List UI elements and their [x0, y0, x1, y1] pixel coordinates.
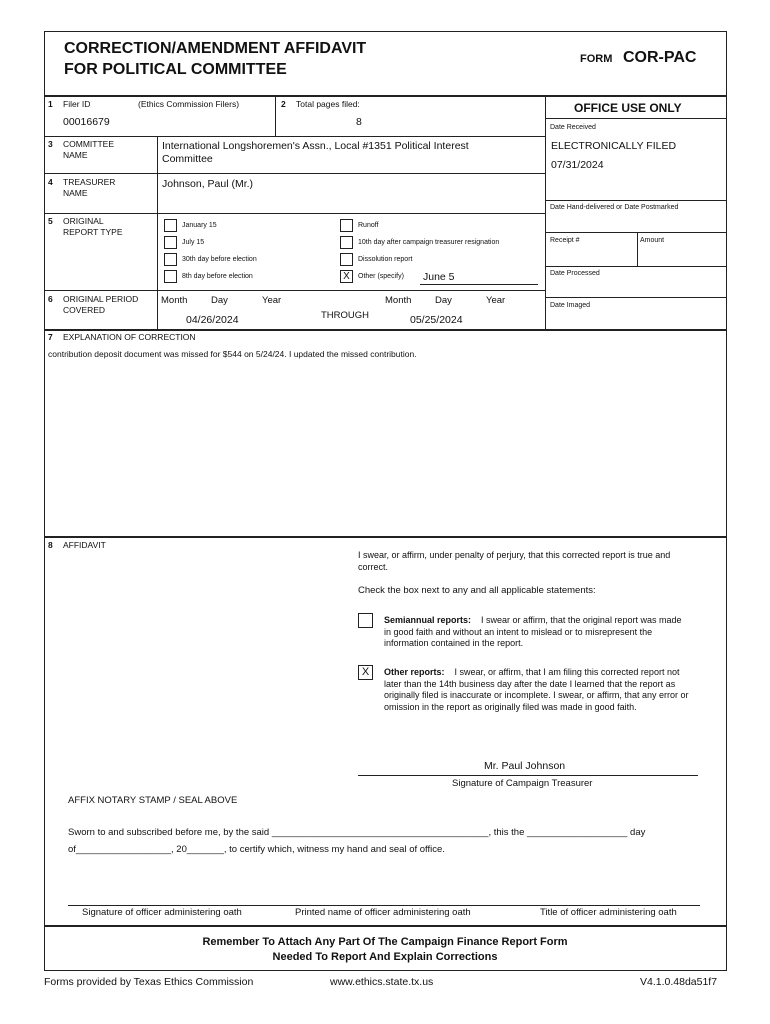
footer-left: Forms provided by Texas Ethics Commission	[44, 976, 254, 988]
date-hand-label: Date Hand-delivered or Date Postmarked	[550, 204, 679, 211]
affidavit-label: AFFIDAVIT	[63, 540, 106, 550]
period-label-1: ORIGINAL PERIOD	[63, 294, 139, 304]
date-imaged-label: Date Imaged	[550, 302, 591, 309]
field-num: 7	[48, 332, 53, 342]
field-num: 6	[48, 294, 53, 304]
other-text: I swear, or affirm, that I am filing this corrected report not later than the 14th business day after the date I learned that the report as originally filed is inaccurate or incomplete. I swear, or affirm, that any error or omission in the report as originally filed was made in good faith.	[384, 667, 689, 712]
form-code: COR-PAC	[623, 49, 697, 66]
row-divider	[44, 536, 727, 538]
explanation-label: EXPLANATION OF CORRECTION	[63, 332, 196, 342]
checkbox-8th-day[interactable]	[164, 270, 177, 283]
sworn-line-1: Sworn to and subscribed before me, by the said _________________________________________, this the ___________________ day	[68, 827, 646, 838]
row-divider	[157, 136, 158, 213]
semiannual-title: Semiannual reports:	[384, 615, 472, 625]
checkbox-other[interactable]: X	[340, 270, 353, 283]
report-type-label-1: ORIGINAL	[63, 216, 104, 226]
option-label: Runoff	[358, 222, 379, 229]
officer-title-caption: Title of officer administering oath	[540, 907, 677, 918]
checkbox-10th-day[interactable]	[340, 236, 353, 249]
received-value-line2: 07/31/2024	[551, 159, 604, 171]
to-day-label: Day	[435, 295, 452, 306]
row-divider	[44, 136, 545, 137]
total-pages-label: Total pages filed:	[296, 99, 360, 109]
row-divider	[157, 213, 158, 290]
officer-signature-line	[68, 905, 700, 906]
treasurer-signature[interactable]: Mr. Paul Johnson	[484, 760, 566, 772]
notary-stamp-label: AFFIX NOTARY STAMP / SEAL ABOVE	[68, 795, 238, 806]
row-divider	[44, 213, 545, 214]
option-label: 10th day after campaign treasurer resignation	[358, 239, 500, 246]
officer-printed-caption: Printed name of officer administering oath	[295, 907, 471, 918]
field-num: 5	[48, 216, 53, 226]
receipt-label: Receipt #	[550, 237, 580, 244]
officer-signature-caption: Signature of officer administering oath	[82, 907, 242, 918]
received-value-line1: ELECTRONICALLY FILED	[551, 140, 677, 152]
swear-statement: I swear, or affirm, under penalty of perjury, that this corrected report is true and correct.	[358, 550, 671, 572]
report-type-label-2: REPORT TYPE	[63, 227, 123, 237]
to-year-label: Year	[486, 295, 506, 306]
checkbox-january-15[interactable]	[164, 219, 177, 232]
field-num: 3	[48, 139, 53, 149]
option-label: Other (specify)	[358, 273, 404, 280]
option-label: 8th day before election	[182, 273, 253, 280]
amount-label: Amount	[640, 237, 665, 244]
office-use-title: OFFICE USE ONLY	[574, 101, 682, 115]
form-prefix: FORM	[580, 53, 613, 65]
treasurer-value[interactable]: Johnson, Paul (Mr.)	[162, 178, 254, 190]
row-divider	[44, 173, 545, 174]
signature-line	[358, 775, 698, 776]
from-month-label: Month	[161, 295, 188, 306]
through-label: THROUGH	[321, 310, 370, 321]
committee-label-2: NAME	[63, 150, 88, 160]
to-month-label: Month	[385, 295, 412, 306]
committee-value-1[interactable]: International Longshoremen's Assn., Local #1351 Political Interest	[162, 140, 469, 152]
semiannual-text: I swear or affirm, that the original report was made in good faith and without an intent to mislead or to misrepresent the information contained in the report.	[384, 615, 682, 648]
total-pages-value[interactable]: 8	[356, 116, 362, 128]
reminder-line2: Needed To Report And Explain Corrections	[272, 951, 498, 963]
other-specify-value[interactable]: June 5	[423, 271, 455, 283]
option-label: July 15	[182, 239, 205, 246]
signature-caption: Signature of Campaign Treasurer	[452, 778, 593, 789]
reminder-line1: Remember To Attach Any Part Of The Campaign Finance Report Form	[202, 936, 568, 948]
row-divider	[157, 290, 158, 329]
treasurer-label-1: TREASURER	[63, 177, 116, 187]
footer-link[interactable]: www.ethics.state.tx.us	[330, 976, 434, 988]
row-divider	[275, 96, 276, 136]
filer-id-label: Filer ID	[63, 99, 91, 109]
option-label: 30th day before election	[182, 256, 257, 263]
specify-underline	[420, 284, 538, 285]
field-num: 8	[48, 540, 53, 550]
other-title: Other reports:	[384, 667, 445, 677]
row-divider	[44, 290, 545, 291]
treasurer-label-2: NAME	[63, 188, 88, 198]
footer-version: V4.1.0.48da51f7	[640, 976, 718, 988]
sworn-line-2: of__________________, 20_______, to certify which, witness my hand and seal of office.	[68, 844, 445, 855]
to-date-value[interactable]: 05/25/2024	[410, 314, 463, 326]
from-year-label: Year	[262, 295, 282, 306]
other-statement	[384, 667, 689, 713]
form-title-line2: FOR POLITICAL COMMITTEE	[64, 61, 287, 78]
date-received-label: Date Received	[550, 124, 596, 131]
check-instruction: Check the box next to any and all applicable statements:	[358, 585, 596, 596]
office-divider	[545, 200, 727, 201]
office-divider	[545, 232, 727, 233]
field-num: 4	[48, 177, 53, 187]
from-day-label: Day	[211, 295, 228, 306]
field-num: 2	[281, 99, 286, 109]
checkbox-runoff[interactable]	[340, 219, 353, 232]
office-divider	[545, 266, 727, 267]
checkbox-dissolution[interactable]	[340, 253, 353, 266]
committee-label-1: COMMITTEE	[63, 139, 114, 149]
checkbox-july-15[interactable]	[164, 236, 177, 249]
explanation-value[interactable]: contribution deposit document was missed for $544 on 5/24/24. I updated the missed contribution.	[48, 349, 417, 359]
row-divider	[44, 925, 727, 927]
committee-value-2[interactable]: Committee	[162, 153, 213, 165]
semiannual-statement	[384, 615, 684, 650]
filer-id-sublabel: (Ethics Commission Filers)	[138, 99, 240, 109]
checkbox-30th-day[interactable]	[164, 253, 177, 266]
row-divider	[44, 329, 727, 331]
option-label: Dissolution report	[358, 256, 413, 263]
option-label: January 15	[182, 222, 217, 229]
filer-id-value[interactable]: 00016679	[63, 116, 110, 128]
office-divider	[545, 297, 727, 298]
date-processed-label: Date Processed	[550, 270, 600, 277]
period-label-2: COVERED	[63, 305, 106, 315]
field-num: 1	[48, 99, 53, 109]
checkbox-other-reports[interactable]: X	[358, 665, 373, 680]
office-divider	[637, 232, 638, 266]
checkbox-semiannual[interactable]	[358, 613, 373, 628]
office-divider	[545, 118, 727, 119]
from-date-value[interactable]: 04/26/2024	[186, 314, 239, 326]
form-title-line1: CORRECTION/AMENDMENT AFFIDAVIT	[64, 40, 367, 57]
